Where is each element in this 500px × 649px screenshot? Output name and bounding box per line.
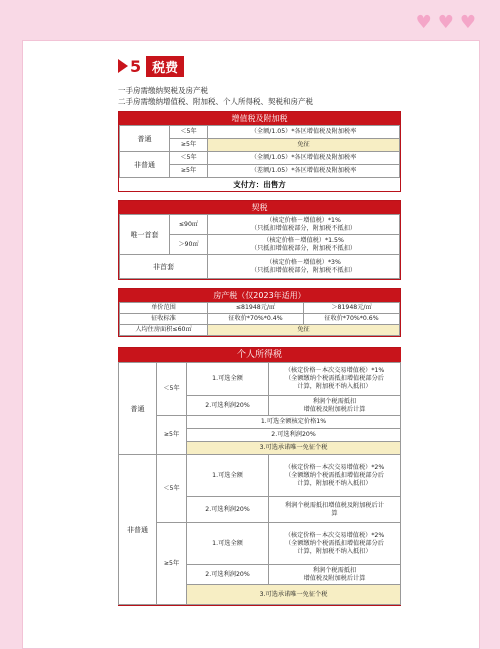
- vat-rate-cell: （全额/1.05）*各区增值税及附加税率: [208, 152, 400, 165]
- property-cell: 征收价*70%*0.4%: [208, 314, 304, 325]
- rate-line: （全额缴纳个税需抵扣增值税部分后: [285, 375, 384, 382]
- rate-line: 利润个税需抵扣: [312, 566, 357, 574]
- rate-line: 增值税及附加税后计算: [303, 574, 366, 582]
- option-cell: 1.可选全额: [187, 363, 269, 396]
- rate-line: 计算，附加税不纳入抵扣）: [297, 547, 372, 555]
- pit-rate-cell: [269, 523, 401, 565]
- label-lt5: ＜5年: [170, 152, 208, 165]
- deed-section: [118, 200, 401, 280]
- rate-line: （核定价格－本次交易增值税）*1%: [284, 367, 385, 374]
- property-cell: 人均住房面积≤60㎡: [120, 325, 208, 336]
- label-ge5: ≥5年: [157, 523, 187, 605]
- option-cell: 1.可选全额: [187, 455, 269, 497]
- property-cell: ≤81948元/㎡: [208, 303, 304, 314]
- vat-section: [118, 111, 401, 192]
- option-cell: 2.可选利润20%: [187, 429, 401, 442]
- label-le90: ≤90㎡: [170, 215, 208, 235]
- option-cell: 1.可选全额核定价格1%: [187, 416, 401, 429]
- rate-line: 利润个税需抵扣: [312, 397, 357, 405]
- property-section: [118, 288, 401, 337]
- rate-note: （只抵扣增值税部分，附加税不抵扣）: [250, 244, 357, 252]
- pit-rate-cell: [269, 497, 401, 523]
- deed-table: [119, 214, 400, 279]
- rate-line: （核定价格－增值税）*1.5%: [263, 236, 344, 244]
- rate-line: 算: [331, 509, 338, 517]
- rate-note: （只抵扣增值税部分，附加税不抵扣）: [250, 224, 357, 232]
- rate-line: （核定价格－增值税）*3%: [266, 258, 341, 266]
- property-cell: 单价范围: [120, 303, 208, 314]
- pit-rate-cell: [269, 565, 401, 585]
- property-cell: ＞81948元/㎡: [304, 303, 400, 314]
- option-cell: 2.可选利润20%: [187, 565, 269, 585]
- rate-line: 计算，附加税不纳入抵扣）: [297, 383, 372, 390]
- label-gt90: ＞90㎡: [170, 235, 208, 255]
- rate-line: 增值税及附加税后计算: [303, 405, 366, 413]
- deed-rate-cell: [208, 215, 400, 235]
- pit-rate-cell: [269, 396, 401, 416]
- label-ge5: ≥5年: [170, 139, 208, 152]
- label-lt5: ＜5年: [170, 126, 208, 139]
- pit-rate-cell: [269, 363, 401, 396]
- rate-line: （全额缴纳个税需抵扣增值税部分后: [285, 471, 384, 479]
- exempt-cell: 免征: [208, 139, 400, 152]
- deed-rate-cell: [208, 235, 400, 255]
- exempt-option-cell: 3.可选承诺唯一免征个税: [187, 442, 401, 455]
- label-ge5: ≥5年: [157, 416, 187, 455]
- vat-table: [119, 125, 400, 178]
- vat-rate-cell: （差额/1.05）*各区增值税及附加税率: [208, 165, 400, 178]
- section-header: [118, 55, 401, 77]
- heart-icon: ♥: [459, 12, 476, 33]
- rate-line: （全额缴纳个税需抵扣增值税部分后: [285, 539, 384, 547]
- heart-icon: ♥: [415, 12, 432, 33]
- property-cell: 征收价*70%*0.6%: [304, 314, 400, 325]
- pit-rate-cell: [269, 455, 401, 497]
- label-lt5: ＜5年: [157, 363, 187, 416]
- option-cell: 1.可选全额: [187, 523, 269, 565]
- decor-hearts: [416, 14, 476, 32]
- deed-title: 契税: [119, 201, 400, 214]
- exempt-cell: 免征: [208, 325, 400, 336]
- pit-table: [118, 362, 401, 605]
- rate-note: （只抵扣增值税部分，附加税不抵扣）: [250, 266, 357, 274]
- document-page: [22, 40, 480, 649]
- exempt-option-cell: 3.可选承诺唯一免征个税: [187, 585, 401, 605]
- vat-rate-cell: （全额/1.05）*各区增值税及附加税率: [208, 126, 400, 139]
- label-nonordinary: 非普通: [119, 455, 157, 605]
- payer-note: 支付方：出售方: [233, 180, 286, 189]
- label-ordinary: 普通: [119, 363, 157, 455]
- intro-line: 二手房需缴纳增值税、附加税、个人所得税、契税和房产税: [118, 97, 313, 106]
- rate-line: 利润个税需抵扣增值税及附加税后计: [285, 501, 384, 509]
- label-ordinary: 普通: [120, 126, 170, 152]
- vat-title: 增值税及附加税: [119, 112, 400, 125]
- pit-section: [118, 347, 401, 606]
- rate-line: （核定价格－增值税）*1%: [266, 216, 341, 224]
- label-ge5: ≥5年: [170, 165, 208, 178]
- play-arrow-icon: [118, 59, 128, 73]
- label-nonfirst: 非首套: [120, 255, 208, 279]
- option-cell: 2.可选利润20%: [187, 497, 269, 523]
- property-title: 房产税（仅2023年适用）: [119, 289, 400, 302]
- heart-icon: ♥: [437, 12, 454, 33]
- rate-line: （核定价格－本次交易增值税）*2%: [284, 531, 385, 539]
- label-lt5: ＜5年: [157, 455, 187, 523]
- property-cell: 征收标准: [120, 314, 208, 325]
- label-nonordinary: 非普通: [120, 152, 170, 178]
- intro-text: [118, 85, 401, 107]
- content: [118, 49, 401, 606]
- deed-rate-cell: [208, 255, 400, 279]
- label-only-first: 唯一首套: [120, 215, 170, 255]
- property-table: [119, 302, 400, 336]
- section-title: 税费: [146, 56, 184, 77]
- pit-title: 个人所得税: [118, 348, 401, 362]
- rate-line: （核定价格－本次交易增值税）*2%: [284, 463, 385, 471]
- section-number: 5: [130, 56, 142, 76]
- rate-line: 计算，附加税不纳入抵扣）: [297, 479, 372, 487]
- intro-line: 一手房需缴纳契税及房产税: [118, 86, 208, 95]
- option-cell: 2.可选利润20%: [187, 396, 269, 416]
